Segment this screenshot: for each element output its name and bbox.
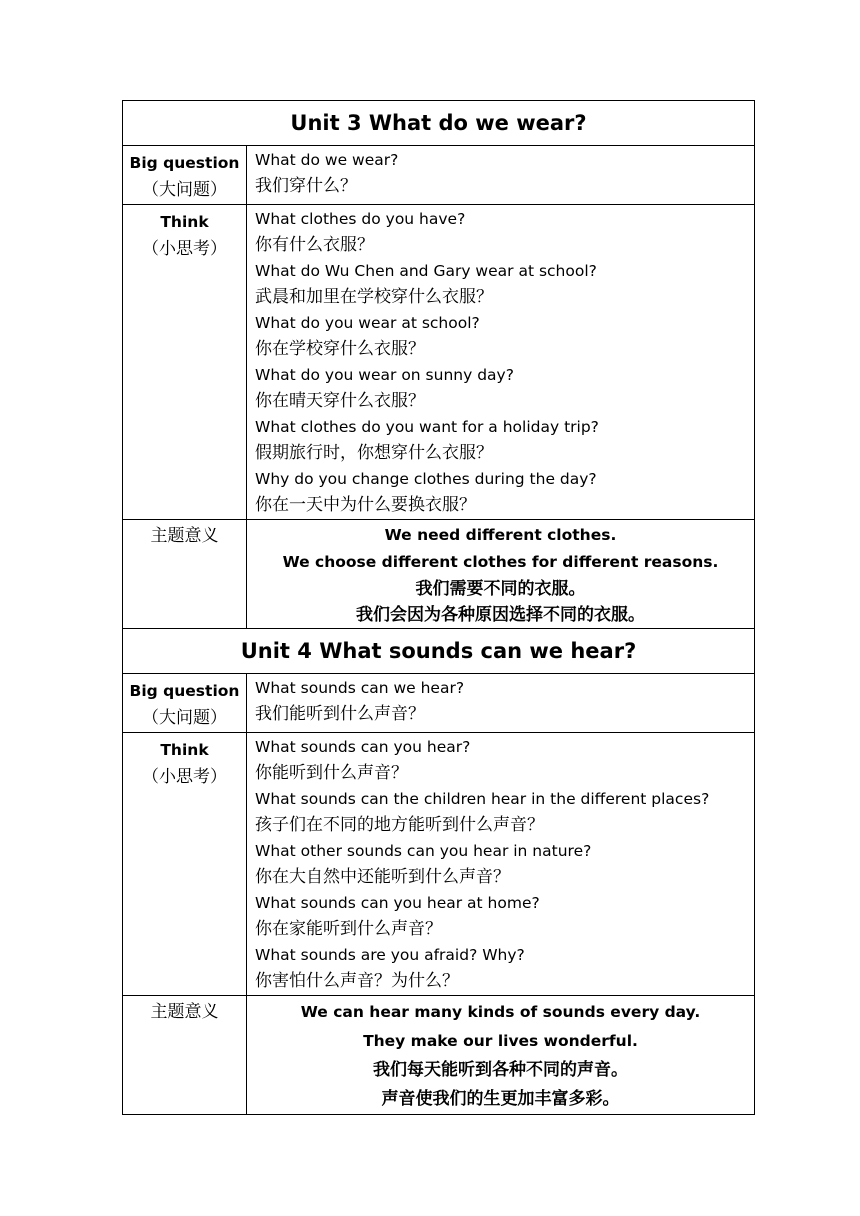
big-question-label-en: Big question — [129, 682, 240, 700]
think-question — [255, 467, 754, 519]
think-question — [255, 259, 754, 311]
unit-title: Unit 3 What do we wear? — [123, 101, 755, 146]
theme-en-line: We need different clothes. — [384, 526, 617, 544]
big-question-en: What do we wear? — [255, 151, 399, 169]
theme-en-line: They make our lives wonderful. — [363, 1032, 638, 1050]
think-questions — [247, 205, 755, 520]
theme-meaning — [247, 520, 755, 629]
theme-label-cell — [123, 996, 247, 1115]
think-label-en: Think — [160, 741, 209, 759]
unit-3-theme-row — [123, 520, 755, 629]
big-question-label-zh: （大问题） — [142, 180, 227, 200]
theme-label: 主题意义 — [150, 1002, 219, 1022]
unit-4-think-row — [123, 733, 755, 996]
question-zh: 你在一天中为什么要换衣服？ — [255, 495, 476, 515]
think-question — [255, 839, 754, 891]
big-question-label — [123, 146, 247, 205]
unit-title: Unit 4 What sounds can we hear? — [123, 629, 755, 674]
think-question — [255, 735, 754, 787]
question-zh: 孩子们在不同的地方能听到什么声音？ — [255, 815, 544, 835]
think-label — [123, 733, 247, 996]
big-question-label — [123, 674, 247, 733]
question-zh: 你能听到什么声音？ — [255, 763, 408, 783]
question-zh: 你害怕什么声音？为什么？ — [255, 971, 459, 991]
question-zh: 假期旅行时，你想穿什么衣服？ — [255, 443, 493, 463]
think-question — [255, 363, 754, 415]
theme-zh-line: 我们需要不同的衣服。 — [415, 579, 586, 599]
unit-3-big-question-row — [123, 146, 755, 205]
theme-meaning — [247, 996, 755, 1115]
think-label-zh: （小思考） — [142, 767, 227, 787]
think-label-zh: （小思考） — [142, 239, 227, 259]
unit-3-think-row — [123, 205, 755, 520]
think-label — [123, 205, 247, 520]
question-en: What sounds can you hear? — [255, 738, 471, 756]
theme-zh-line: 我们会因为各种原因选择不同的衣服。 — [356, 605, 645, 625]
think-questions — [247, 733, 755, 996]
question-zh: 你在晴天穿什么衣服？ — [255, 391, 425, 411]
question-zh: 你在学校穿什么衣服？ — [255, 339, 425, 359]
question-zh: 你有什么衣服？ — [255, 235, 374, 255]
question-en: What sounds are you afraid? Why? — [255, 946, 525, 964]
theme-zh-line: 声音使我们的生更加丰富多彩。 — [381, 1089, 620, 1109]
theme-en-line: We choose different clothes for different reasons. — [282, 553, 719, 571]
question-en: What do you wear on sunny day? — [255, 366, 514, 384]
big-question-zh: 我们穿什么？ — [255, 176, 357, 196]
question-en: Why do you change clothes during the day? — [255, 470, 597, 488]
theme-label: 主题意义 — [150, 526, 219, 546]
theme-zh-line: 我们每天能听到各种不同的声音。 — [373, 1060, 628, 1080]
question-en: What sounds can you hear at home? — [255, 894, 540, 912]
big-question-label-en: Big question — [129, 154, 240, 172]
question-zh: 你在大自然中还能听到什么声音？ — [255, 867, 510, 887]
big-question-zh: 我们能听到什么声音？ — [255, 704, 425, 724]
think-question — [255, 311, 754, 363]
question-en: What do Wu Chen and Gary wear at school? — [255, 262, 597, 280]
unit-4-theme-row — [123, 996, 755, 1115]
question-zh: 武晨和加里在学校穿什么衣服？ — [255, 287, 493, 307]
theme-en-line: We can hear many kinds of sounds every day. — [300, 1003, 701, 1021]
question-en: What clothes do you want for a holiday trip? — [255, 418, 599, 436]
think-label-en: Think — [160, 213, 209, 231]
question-zh: 你在家能听到什么声音？ — [255, 919, 442, 939]
question-en: What do you wear at school? — [255, 314, 480, 332]
theme-label-cell — [123, 520, 247, 629]
think-question — [255, 943, 754, 995]
think-question — [255, 207, 754, 259]
question-en: What sounds can the children hear in the different places? — [255, 790, 710, 808]
think-question — [255, 891, 754, 943]
unit-4-big-question-row — [123, 674, 755, 733]
question-en: What clothes do you have? — [255, 210, 466, 228]
big-question-cell — [247, 674, 755, 733]
think-question — [255, 415, 754, 467]
big-question-en: What sounds can we hear? — [255, 679, 465, 697]
think-question — [255, 787, 754, 839]
unit-table — [122, 100, 755, 1115]
big-question-cell — [247, 146, 755, 205]
unit-3-title-row — [123, 101, 755, 146]
big-question-label-zh: （大问题） — [142, 708, 227, 728]
unit-4-title-row — [123, 629, 755, 674]
question-en: What other sounds can you hear in nature? — [255, 842, 592, 860]
